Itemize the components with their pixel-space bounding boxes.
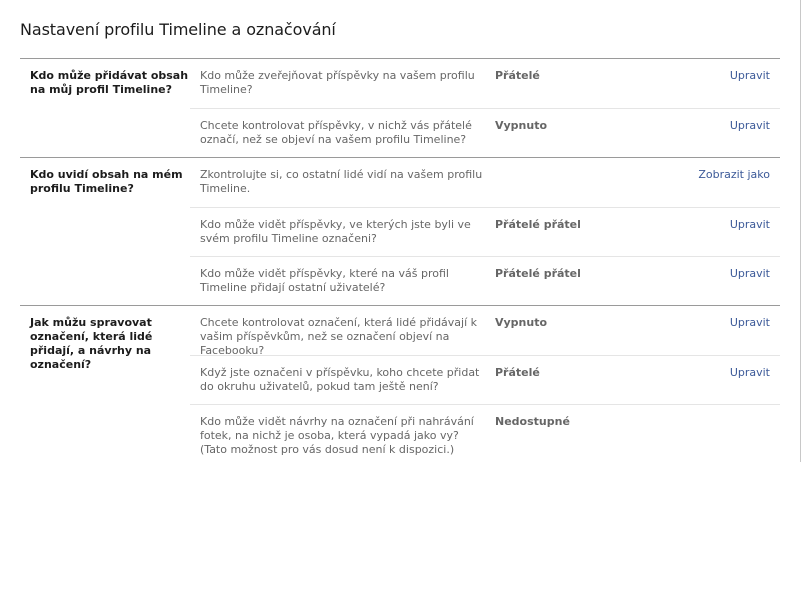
setting-description: Chcete kontrolovat příspěvky, v nichž vás přátelé označí, než se objeví na vašem profilu Timeline? [200,119,472,146]
setting-description: Kdo může vidět příspěvky, které na váš profil Timeline přidají ostatní uživatelé? [200,267,449,294]
setting-description: Když jste označeni v příspěvku, koho chcete přidat do okruhu uživatelů, pokud tam ještě není? [200,366,480,393]
setting-action-cell [675,109,780,157]
setting-action-cell [675,158,780,207]
page-title: Nastavení profilu Timeline a označování [20,20,336,39]
settings-table [20,58,780,462]
setting-row-view-as [190,158,780,207]
setting-value: Přátelé [495,366,540,379]
setting-row-others-posts-visibility [190,256,780,305]
setting-row-who-can-post [190,59,780,108]
section-heading: Kdo může přidávat obsah na můj profil Timeline? [30,69,189,96]
section-rows [190,306,780,462]
edit-link[interactable]: Upravit [729,69,770,82]
setting-value: Nedostupné [495,415,570,428]
setting-row-tag-audience [190,355,780,404]
setting-action-cell [675,257,780,305]
setting-row-tagged-posts-visibility [190,207,780,256]
edit-link[interactable]: Upravit [729,267,770,280]
section-timeline-posting [20,59,780,158]
section-heading: Jak můžu spravovat označení, která lidé přidají, a návrhy na označení? [30,316,153,371]
setting-action-cell [675,59,780,108]
edit-link[interactable]: Upravit [729,316,770,329]
view-as-link[interactable]: Zobrazit jako [698,168,770,181]
setting-description: Kdo může vidět návrhy na označení při nahrávání fotek, na nichž je osoba, která vypadá jako vy? (Tato možnost pro vás dosud není k dispozici.) [200,415,474,456]
section-heading: Kdo uvidí obsah na mém profilu Timeline? [30,168,183,195]
section-tag-management [20,306,780,462]
setting-value: Vypnuto [495,119,548,132]
edit-link[interactable]: Upravit [729,366,770,379]
setting-description: Zkontrolujte si, co ostatní lidé vidí na vašem profilu Timeline. [200,168,483,195]
setting-action-cell [675,356,780,404]
edit-link[interactable]: Upravit [729,119,770,132]
setting-value: Vypnuto [495,316,548,329]
setting-row-review-tags [190,306,780,355]
section-rows [190,158,780,305]
setting-value: Přátelé [495,69,540,82]
setting-description: Kdo může vidět příspěvky, ve kterých jste byli ve svém profilu Timeline označeni? [200,218,471,245]
setting-description: Chcete kontrolovat označení, která lidé přidávají k vašim příspěvkům, než se označení objeví na Facebooku? [200,316,478,357]
setting-row-tag-suggestions [190,404,780,462]
section-timeline-visibility [20,158,780,306]
setting-action-cell [675,306,780,355]
edit-link[interactable]: Upravit [729,218,770,231]
setting-action-cell [675,208,780,256]
setting-description: Kdo může zveřejňovat příspěvky na vašem profilu Timeline? [200,69,475,96]
setting-value: Přátelé přátel [495,267,581,280]
section-rows [190,59,780,157]
setting-row-review-tagged-posts [190,108,780,157]
setting-value: Přátelé přátel [495,218,581,231]
setting-value [485,158,675,207]
setting-action-cell [675,405,780,462]
